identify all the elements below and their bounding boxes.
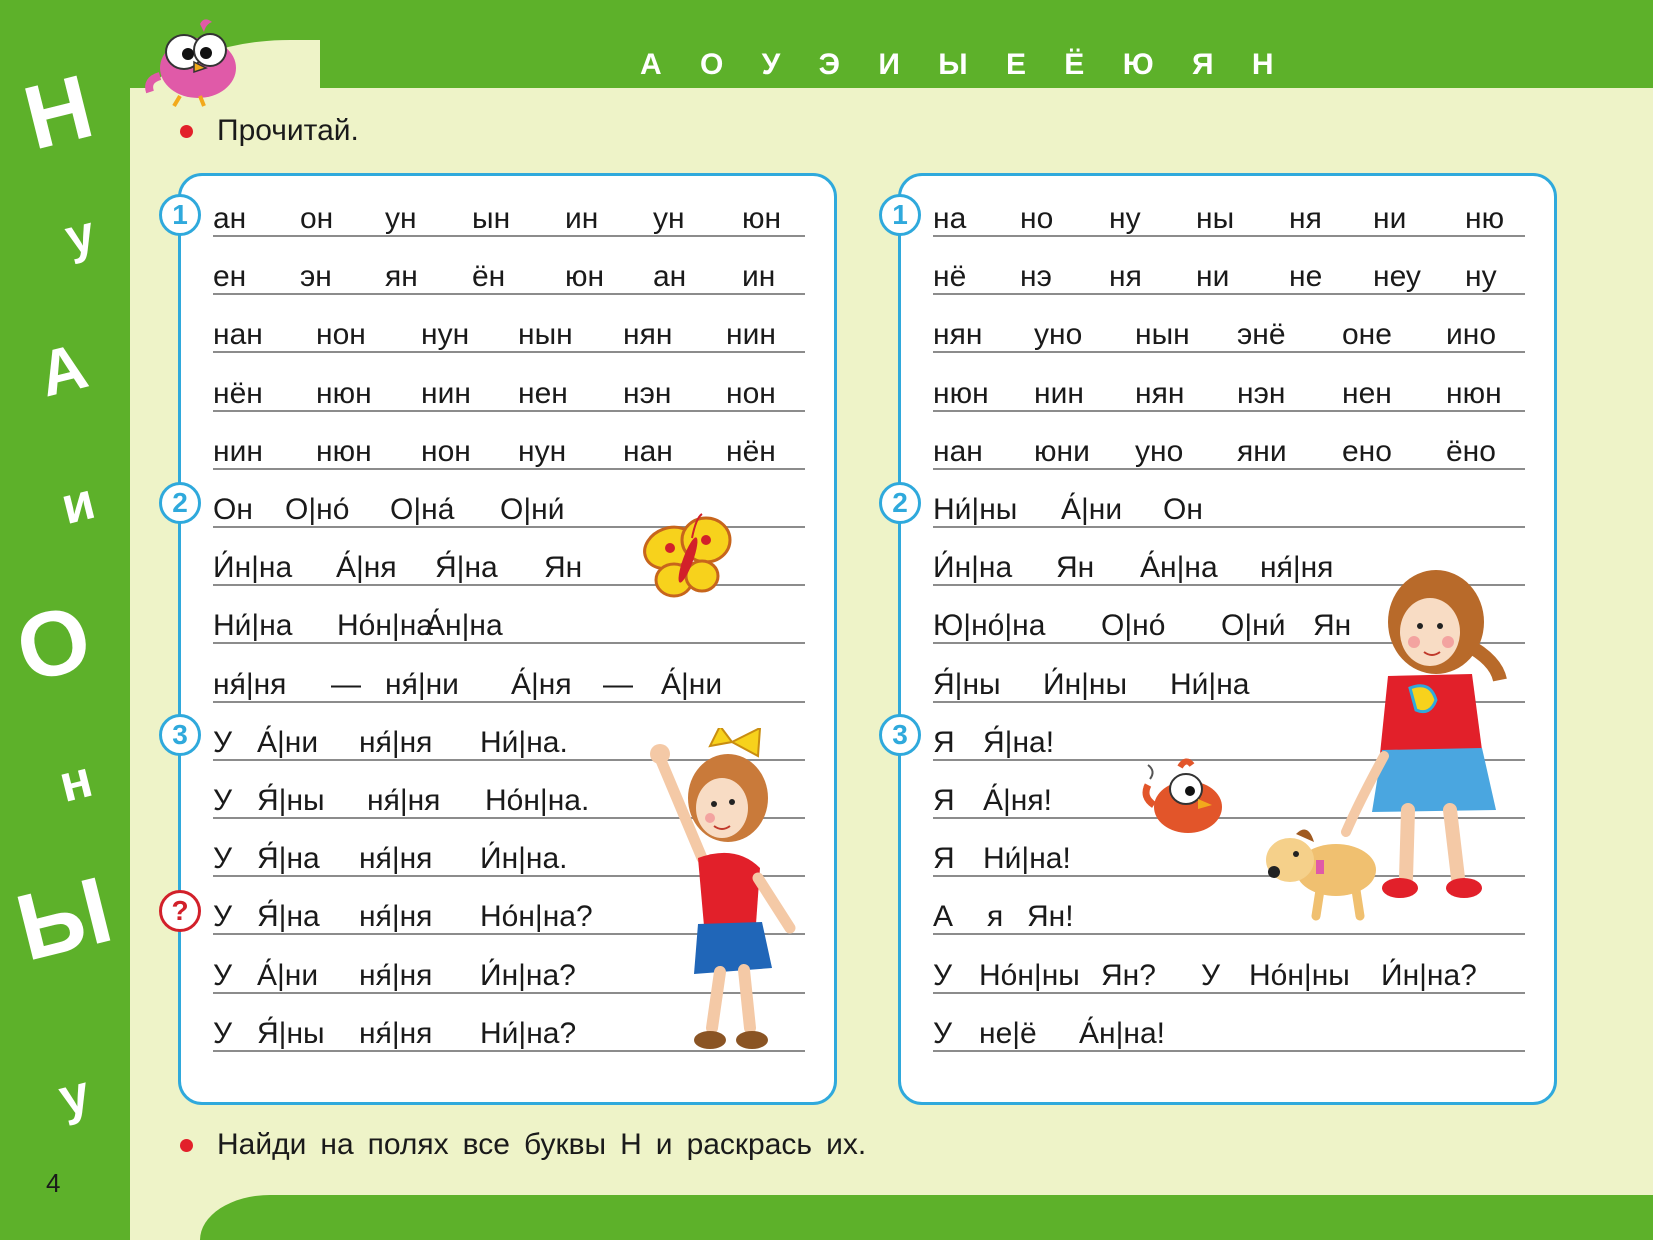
syllable-word: Ян: [1056, 551, 1095, 585]
reading-row: [213, 667, 805, 702]
instruction-word: Н: [620, 1128, 642, 1161]
syllable-word: ня: [1289, 202, 1322, 235]
page-number: 4: [46, 1168, 61, 1198]
reading-row: [213, 434, 805, 469]
syllable-word: нын: [1135, 318, 1190, 352]
syllable-word: А́н|на: [1140, 551, 1218, 585]
instruction-read-text: Прочитай.: [217, 114, 359, 147]
syllable-word: юн: [565, 260, 605, 294]
syllable-word: ня́|ня: [359, 958, 433, 992]
syllable-word: А́н|на: [425, 609, 503, 643]
syllable-word: А́|ни: [1061, 493, 1123, 526]
syllable-word: ун: [653, 202, 685, 235]
girl-with-bow-illustration: [640, 728, 810, 1073]
syllable-word: нан: [623, 434, 673, 468]
bullet-dot: [180, 1139, 193, 1152]
syllable-word: нун: [421, 318, 470, 352]
syllable-word: ено: [1342, 434, 1392, 468]
syllable-word: У: [1201, 958, 1221, 992]
syllable-word: У: [213, 842, 233, 876]
syllable-word: У: [213, 1016, 233, 1050]
syllable-word: Он: [1163, 493, 1203, 526]
syllable-word: И́н|ны: [1043, 667, 1128, 701]
syllable-word: А́|ни: [257, 725, 319, 759]
syllable-word: эн: [300, 260, 332, 294]
syllable-word: не|ё: [979, 1016, 1037, 1050]
syllable-word: А́|ни: [257, 958, 319, 992]
exercise-number-badge: 2: [879, 482, 921, 524]
butterfly-illustration: [640, 510, 740, 610]
syllable-word: И́н|на: [933, 551, 1013, 585]
syllable-word: О|на́: [390, 493, 455, 526]
reading-row: [933, 204, 1525, 236]
reading-row: [933, 262, 1525, 294]
margin-letter: Ы: [6, 856, 122, 981]
syllable-word: нэ: [1020, 260, 1052, 294]
reading-row: [213, 611, 805, 643]
syllable-word: нен: [1342, 376, 1392, 410]
reading-row: [933, 1016, 1525, 1051]
instruction-word: их.: [826, 1128, 867, 1161]
syllable-word: О|но́: [1101, 609, 1166, 643]
syllable-word: Я́|ны: [257, 784, 325, 817]
syllable-word: Но́н|ны: [1249, 958, 1350, 992]
syllable-word: нын: [518, 318, 573, 352]
girl-with-dog-illustration: [1260, 560, 1520, 940]
bird-mascot-illustration: [140, 16, 255, 108]
instruction-word: Найди: [217, 1128, 307, 1161]
syllable-word: нян: [933, 318, 983, 352]
exercise-number-badge: 1: [159, 194, 201, 236]
syllable-word: Я: [933, 725, 955, 759]
syllable-word: оне: [1342, 318, 1392, 352]
syllable-word: ня́|ни: [385, 667, 459, 701]
instruction-word: раскрась: [686, 1128, 813, 1161]
reading-row: [933, 376, 1525, 411]
syllable-word: ёно: [1446, 434, 1496, 468]
syllable-word: нэн: [1237, 376, 1286, 410]
syllable-word: Но́н|ны: [979, 958, 1080, 992]
syllable-word: нён: [726, 434, 776, 468]
syllable-word: ня́|ня: [359, 900, 433, 934]
syllable-word: Я́|на: [435, 551, 498, 585]
orange-bird-illustration: [1140, 755, 1235, 845]
syllable-word: ун: [385, 202, 417, 235]
syllable-word: Я́|ны: [257, 1016, 325, 1050]
syllable-word: нё: [933, 260, 967, 294]
syllable-word: не: [1289, 260, 1323, 294]
syllable-word: И́н|на?: [1381, 958, 1477, 992]
syllable-word: У: [213, 725, 233, 759]
syllable-word: А́|ня!: [983, 784, 1052, 817]
syllable-word: ан: [653, 260, 687, 294]
syllable-word: ня́|ня: [359, 1016, 433, 1050]
syllable-word: нон: [421, 434, 471, 468]
instruction-word: на: [320, 1128, 354, 1161]
syllable-word: У: [933, 958, 953, 992]
syllable-word: Ни́|на.: [480, 725, 568, 759]
syllable-word: О|ни́: [500, 493, 565, 526]
syllable-word: нон: [726, 376, 776, 410]
instruction-word: полях: [367, 1128, 449, 1161]
syllable-word: ну: [1465, 260, 1497, 294]
syllable-word: нин: [213, 434, 263, 468]
reading-row: [933, 495, 1525, 527]
margin-letter: у: [53, 1064, 96, 1128]
footer-bar: [200, 1195, 1653, 1240]
syllable-word: Ни́|на: [1170, 667, 1250, 701]
syllable-word: Я́|на: [257, 900, 320, 934]
syllable-word: Ян?: [1101, 958, 1156, 992]
syllable-word: О|но́: [285, 493, 350, 526]
exercise-number-badge: 3: [159, 714, 201, 756]
syllable-word: юн: [742, 202, 782, 235]
reading-row: [213, 320, 805, 352]
syllable-word: А́|ня: [336, 551, 397, 585]
syllable-word: Ян: [544, 551, 583, 585]
syllable-word: У: [213, 900, 233, 934]
syllable-word: Я: [933, 784, 955, 817]
syllable-word: Но́н|на.: [485, 784, 590, 817]
exercise-number-badge: 1: [879, 194, 921, 236]
exercise-number-badge: 3: [879, 714, 921, 756]
syllable-word: Но́н|на: [337, 609, 433, 643]
syllable-word: ин: [742, 260, 776, 294]
margin-letter: О: [6, 585, 101, 703]
syllable-word: У: [213, 784, 233, 817]
syllable-word: нён: [213, 376, 263, 410]
syllable-word: ни: [1373, 202, 1407, 235]
syllable-word: нон: [316, 318, 366, 352]
syllable-word: ан: [213, 202, 247, 235]
syllable-word: ын: [472, 202, 511, 235]
syllable-word: нин: [726, 318, 776, 352]
syllable-word: А́|ни: [661, 667, 723, 701]
syllable-word: нюн: [316, 434, 372, 468]
syllable-word: Ни́|на!: [983, 842, 1071, 876]
syllable-word: ин: [565, 202, 599, 235]
reading-row: [933, 958, 1525, 993]
syllable-word: ну: [1109, 202, 1141, 235]
syllable-word: нюн: [1446, 376, 1502, 410]
syllable-word: уно: [1135, 434, 1184, 468]
syllable-word: нан: [213, 318, 263, 352]
syllable-word: Ни́|на?: [480, 1016, 577, 1050]
syllable-word: ню: [1465, 202, 1505, 235]
syllable-word: ён: [472, 260, 506, 294]
margin-letter: и: [55, 471, 101, 537]
instruction-word: и: [655, 1128, 673, 1161]
syllable-word: нян: [623, 318, 673, 352]
syllable-word: энё: [1237, 318, 1286, 352]
reading-row: [213, 376, 805, 411]
margin-letter: Н: [14, 56, 103, 170]
syllable-word: яни: [1237, 434, 1287, 468]
syllable-word: Ян: [1313, 609, 1352, 643]
syllable-word: А́н|на!: [1079, 1016, 1165, 1050]
bullet-dot: [180, 125, 193, 138]
syllable-word: ня́|ня: [213, 667, 287, 701]
syllable-word: ни: [1196, 260, 1230, 294]
syllable-word: ня: [1109, 260, 1142, 294]
reading-row: [933, 434, 1525, 469]
syllable-word: уно: [1034, 318, 1083, 352]
syllable-word: О|ни́: [1221, 609, 1286, 643]
syllable-word: И́н|на?: [480, 958, 576, 992]
syllable-word: ен: [213, 260, 247, 294]
margin-letter: н: [53, 750, 98, 814]
instruction-read: [180, 114, 359, 148]
syllable-word: —: [331, 667, 361, 701]
syllable-word: ня́|ня: [359, 725, 433, 759]
instruction-find-letters-text: [217, 1128, 880, 1162]
syllable-word: Я: [933, 842, 955, 876]
syllable-word: А́|ня: [511, 667, 572, 701]
instruction-word: все: [462, 1128, 510, 1161]
instruction-word: буквы: [523, 1128, 607, 1161]
reading-row: [933, 320, 1525, 352]
syllable-word: Ни́|на: [213, 609, 293, 643]
syllable-word: У: [933, 1016, 953, 1050]
syllable-word: он: [300, 202, 334, 235]
reading-row: [213, 204, 805, 236]
syllable-word: Ян!: [1027, 900, 1074, 934]
reading-row: [213, 262, 805, 294]
syllable-word: ны: [1196, 202, 1235, 235]
syllable-word: Я́|на!: [983, 725, 1055, 759]
syllable-word: Он: [213, 493, 253, 526]
instruction-find-letters: [180, 1128, 880, 1162]
syllable-word: У: [213, 958, 233, 992]
syllable-word: я: [987, 900, 1004, 934]
syllable-word: И́н|на.: [480, 842, 568, 876]
exercise-number-badge: 2: [159, 482, 201, 524]
syllable-word: Ни́|ны: [933, 493, 1018, 526]
margin-letter: у: [59, 204, 101, 266]
syllable-word: А: [933, 900, 954, 934]
syllable-word: юни: [1034, 434, 1090, 468]
syllable-word: нан: [933, 434, 983, 468]
syllable-word: нин: [1034, 376, 1084, 410]
syllable-word: ня́|ня: [359, 842, 433, 876]
syllable-word: нун: [518, 434, 567, 468]
margin-letter: А: [31, 329, 95, 411]
syllable-word: но: [1020, 202, 1054, 235]
syllable-word: нян: [1135, 376, 1185, 410]
syllable-word: нин: [421, 376, 471, 410]
syllable-word: И́н|на: [213, 551, 293, 585]
question-badge: ?: [159, 890, 201, 932]
syllable-word: ян: [385, 260, 418, 294]
syllable-word: нюн: [933, 376, 989, 410]
syllable-word: нэн: [623, 376, 672, 410]
header-letters: А О У Э И Ы Е Ё Ю Я Н: [640, 48, 1289, 81]
syllable-word: Я́|на: [257, 842, 320, 876]
syllable-word: на: [933, 202, 967, 235]
syllable-word: нен: [518, 376, 568, 410]
syllable-word: —: [603, 667, 633, 701]
syllable-word: ня́|ня: [367, 784, 441, 817]
syllable-word: Ю|но́|на: [933, 609, 1046, 643]
syllable-word: нюн: [316, 376, 372, 410]
syllable-word: неу: [1373, 260, 1421, 294]
syllable-word: Я́|ны: [933, 667, 1001, 701]
syllable-word: Но́н|на?: [480, 900, 593, 934]
syllable-word: ня́|ня: [1260, 551, 1334, 585]
syllable-word: ино: [1446, 318, 1497, 352]
